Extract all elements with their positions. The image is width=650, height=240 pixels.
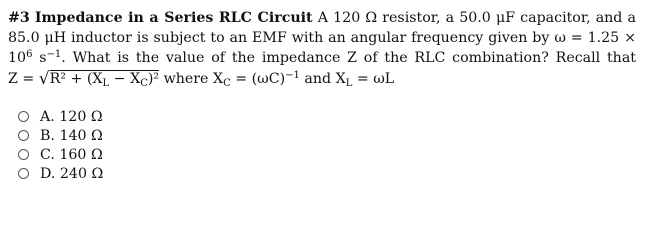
question-title: Impedance in a Series RLC Circuit [34,10,313,26]
impedance-formula [8,68,636,89]
power-base: 10 [8,50,27,66]
choice-label: C. 160 Ω [40,146,103,163]
formula-where: where X [159,71,224,87]
power-exponent: 6 [26,49,33,60]
answer-choices [18,107,103,183]
choice-b[interactable] [18,126,103,145]
formula-radicand [50,70,159,87]
radio-button-icon[interactable] [18,130,29,141]
question-line-1 [8,8,636,28]
question-line-2: 85.0 μH inductor is subject to an EMF with an angular frequency given by ω = 1.25 × [8,30,636,46]
radio-button-icon[interactable] [18,149,29,160]
xc-exponent: −1 [285,70,300,81]
choice-label: A. 120 Ω [40,108,103,125]
radicand-part-1: R² + (X [49,71,103,87]
subscript-c: C [140,78,148,89]
subscript-c-where: C [223,78,231,89]
formula-lhs: Z = [8,71,39,87]
choice-label: B. 140 Ω [40,127,103,144]
choice-a[interactable] [18,107,103,126]
subscript-l: L [102,78,110,89]
radicand-close: )² [147,71,160,87]
question-line-3 [8,48,636,68]
unit-exponent: −1 [46,49,62,60]
choice-label: D. 240 Ω [40,165,104,182]
choice-c[interactable] [18,145,103,164]
question-line1-text: A 120 Ω resistor, a 50.0 μF capacitor, and a [317,10,636,26]
question-line3-rest: . What is the value of the impedance Z of the RLC combination? Recall that [61,50,636,66]
question-text [8,8,636,89]
formula-xl-def: = ωL [352,71,395,87]
sqrt-icon: √ [38,69,50,89]
radicand-minus: − X [109,71,141,87]
formula-and: and X [299,71,346,87]
choice-d[interactable] [18,164,103,183]
radio-button-icon[interactable] [18,111,29,122]
formula-xc-def: = (ωC) [230,71,286,87]
unit-seconds: s [39,50,47,66]
subscript-l-and: L [345,78,353,89]
question-number: #3 [8,10,30,26]
radio-button-icon[interactable] [18,168,29,179]
